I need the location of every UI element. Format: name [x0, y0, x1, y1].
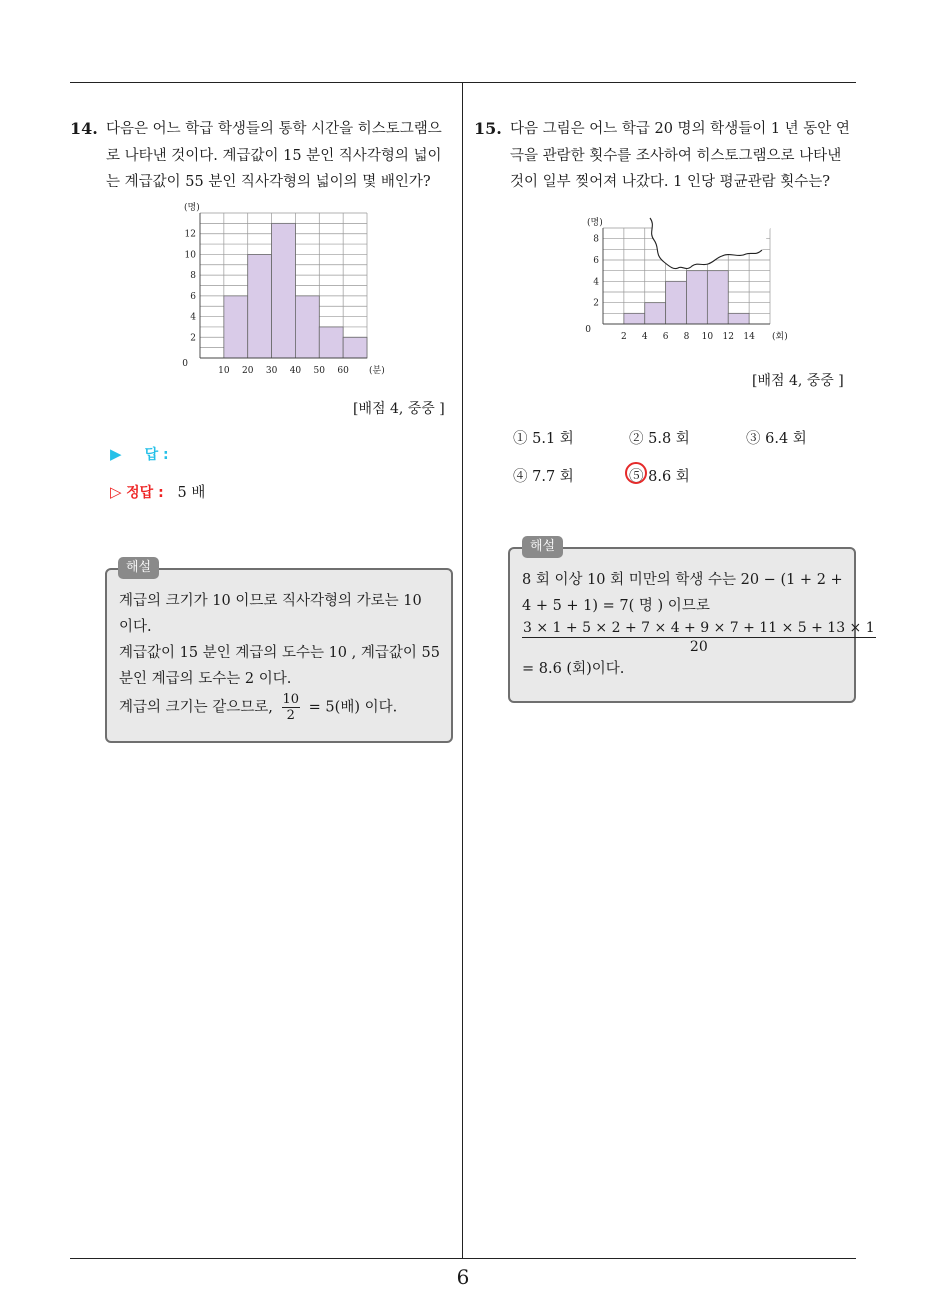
- choice-4[interactable]: ④ 7.7 회: [513, 469, 574, 485]
- choice-2[interactable]: ② 5.8 회: [629, 431, 690, 447]
- histogram-bar: [707, 271, 728, 324]
- solution-line: 계급의 크기가 10 이므로 직사각형의 가로는 10: [119, 593, 422, 609]
- selected-choice-circle-icon: [625, 462, 647, 484]
- question-number: 15.: [474, 119, 502, 138]
- question-text: [510, 116, 850, 196]
- histogram-15-svg: [585, 212, 790, 342]
- x-tick-label: 40: [289, 366, 302, 376]
- solution-line: = 8.6 (회)이다.: [522, 661, 625, 677]
- choice-3[interactable]: ③ 6.4 회: [746, 431, 807, 447]
- y-axis-label: (명): [184, 203, 200, 213]
- histogram-bar: [666, 281, 687, 324]
- y-axis-label: (명): [587, 218, 603, 228]
- x-tick-label: 60: [337, 366, 349, 376]
- fraction-denominator: 20: [689, 639, 708, 655]
- histogram-bar: [645, 303, 666, 324]
- answer-row: [110, 444, 169, 464]
- x-tick-label: 10: [218, 366, 230, 376]
- correct-answer-label: 정답 :: [126, 485, 164, 501]
- question-line: 것이 일부 찢어져 나갔다. 1 인당 평균관람 횟수는?: [510, 174, 831, 190]
- y-tick-label: 0: [182, 359, 188, 369]
- solution-text: [119, 588, 440, 723]
- x-tick-label: 30: [265, 366, 278, 376]
- x-tick-label: 8: [683, 332, 690, 342]
- solution-text: [522, 567, 876, 682]
- solution-line: 8 회 이상 10 회 미만의 학생 수는 20 − (1 + 2 +: [522, 572, 843, 588]
- solution-line: 계급값이 15 분인 계급의 도수는 10 , 계급값이 55: [119, 645, 440, 661]
- fraction: [522, 619, 876, 656]
- solution-line: 4 + 5 + 1) = 7( 명 ) 이므로: [522, 598, 710, 614]
- question-line: 다음은 어느 학급 학생들의 통학 시간을 히스토그램으: [106, 121, 442, 137]
- solution-line: [119, 692, 440, 723]
- x-axis-label: (회): [772, 332, 788, 342]
- column-divider: [462, 82, 463, 1258]
- histogram-bar: [343, 337, 367, 358]
- question-line: 극을 관람한 횟수를 조사하여 히스토그램으로 나타낸: [510, 147, 842, 164]
- y-tick-label: 6: [593, 256, 599, 266]
- outline-arrow-icon: ▷: [110, 483, 122, 501]
- question-line: 는 계급값이 55 분인 직사각형의 넓이의 몇 배인가?: [106, 174, 431, 190]
- fraction-numerator: 3 × 1 + 5 × 2 + 7 × 4 + 9 × 7 + 11 × 5 + 13 × 1: [523, 620, 875, 636]
- histogram-bar: [624, 313, 645, 324]
- play-arrow-icon: ▶: [110, 445, 122, 463]
- fraction-denominator: 2: [286, 708, 295, 723]
- y-tick-label: 6: [190, 291, 196, 302]
- histogram-bar: [319, 327, 343, 358]
- y-tick-label: 4: [190, 312, 196, 323]
- answer-label: 답 :: [144, 447, 169, 463]
- bottom-rule: [70, 1258, 856, 1259]
- histogram-14-svg: [182, 203, 385, 382]
- histogram-bar: [272, 223, 296, 358]
- y-tick-label: 8: [593, 234, 599, 245]
- x-tick-label: 12: [722, 332, 734, 342]
- x-tick-label: 6: [662, 332, 669, 342]
- page-number: 6: [456, 1265, 470, 1289]
- solution-text-part: = 5(배) 이다.: [308, 699, 398, 716]
- x-tick-label: 2: [621, 332, 627, 342]
- y-tick-label: 10: [184, 250, 196, 261]
- correct-answer-row: [110, 481, 205, 502]
- solution-line: 분인 계급의 도수는 2 이다.: [119, 671, 292, 687]
- histogram-bar: [248, 254, 272, 358]
- score-difficulty: [배점 4, 중중 ]: [752, 373, 844, 389]
- correct-answer-value: 5 배: [177, 485, 206, 501]
- top-rule: [70, 82, 856, 83]
- x-tick-label: 4: [641, 332, 648, 342]
- x-axis-label: (분): [369, 366, 385, 376]
- y-tick-label: 12: [184, 229, 196, 240]
- question-line: 다음 그림은 어느 학급 20 명의 학생들이 1 년 동안 연: [510, 121, 850, 137]
- solution-line: 이다.: [119, 619, 152, 635]
- y-tick-label: 8: [190, 271, 196, 282]
- y-tick-label: 0: [585, 325, 591, 335]
- x-tick-label: 10: [701, 332, 714, 342]
- choice-1[interactable]: ① 5.1 회: [513, 431, 574, 447]
- histogram-bar: [295, 296, 319, 358]
- y-tick-label: 4: [593, 277, 599, 288]
- histogram-bar: [224, 296, 248, 358]
- histogram-bar: [728, 313, 749, 324]
- fraction-numerator: 10: [282, 692, 300, 707]
- solution-line: [522, 619, 876, 656]
- choice-5[interactable]: ⑤ 8.6 회: [629, 469, 690, 485]
- solution-text-part: 계급의 크기는 같으므로,: [119, 699, 273, 716]
- y-tick-label: 2: [190, 333, 196, 344]
- solution-box-15: [508, 547, 875, 703]
- question-number: 14.: [70, 119, 98, 138]
- fraction: [282, 692, 301, 723]
- solution-tag: 해설: [522, 536, 563, 558]
- solution-tag: 해설: [118, 557, 159, 579]
- question-line: 로 나타낸 것이다. 계급값이 15 분인 직사각형의 넓이: [106, 147, 442, 164]
- x-tick-label: 50: [313, 366, 326, 376]
- score-difficulty: [배점 4, 중중 ]: [353, 401, 445, 417]
- histogram-commute-time: [182, 203, 385, 386]
- histogram-bar: [687, 271, 708, 324]
- y-tick-label: 2: [593, 298, 599, 309]
- solution-box-14: [105, 568, 453, 743]
- histogram-play-attendance: [585, 212, 790, 346]
- x-tick-label: 20: [241, 366, 254, 376]
- question-text: [106, 116, 442, 196]
- x-tick-label: 14: [743, 332, 755, 342]
